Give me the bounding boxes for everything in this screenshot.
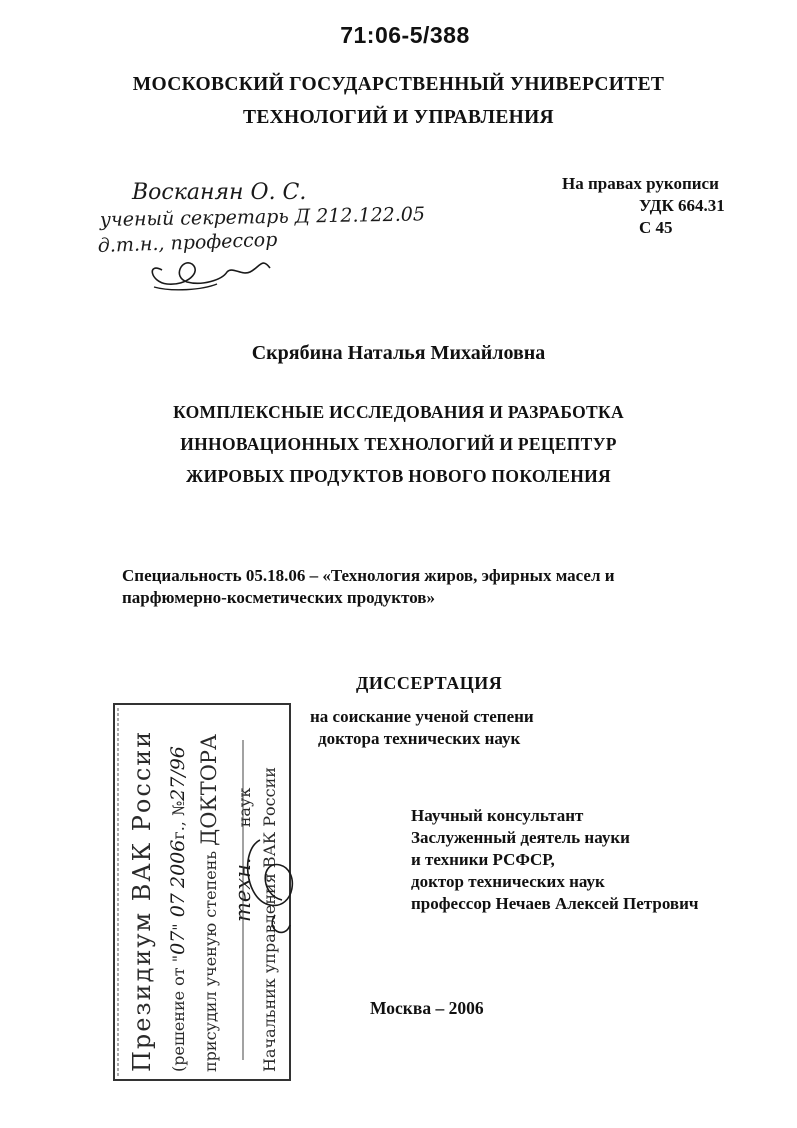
stamp-header: Президиум ВАК России (128, 729, 156, 1072)
handwritten-position: ученый секретарь Д 212.122.05 (99, 203, 426, 231)
university-name-line1: МОСКОВСКИЙ ГОСУДАРСТВЕННЫЙ УНИВЕРСИТЕТ (132, 74, 665, 95)
stamp-decision: (решение от "07" 07 2006г., №27/96 (167, 746, 189, 1072)
library-code: С 45 (639, 218, 673, 237)
advisor-degree: доктор технических наук (411, 872, 605, 891)
manuscript-rights: На правах рукописи (562, 174, 719, 193)
advisor-role: Научный консультант (411, 806, 584, 825)
dissertation-title-line3: ЖИРОВЫХ ПРОДУКТОВ НОВОГО ПОКОЛЕНИЯ (186, 466, 611, 486)
university-name-line2: ТЕХНОЛОГИЙ И УПРАВЛЕНИЯ (243, 107, 554, 128)
handwritten-note (92, 172, 492, 302)
advisor-name: профессор Нечаев Алексей Петрович (411, 894, 699, 913)
handwritten-name: Восканян О. С. (132, 180, 307, 205)
archive-stamp-number: 71:06-5/388 (340, 22, 470, 48)
advisor-title-line2: и техники РСФСР, (411, 850, 555, 869)
document-type: ДИССЕРТАЦИЯ (356, 673, 503, 693)
dissertation-title-line2: ИННОВАЦИОННЫХ ТЕХНОЛОГИЙ И РЕЦЕПТУР (180, 434, 617, 454)
udk-code: УДК 664.31 (639, 196, 725, 215)
dissertation-title-line1: КОМПЛЕКСНЫЕ ИССЛЕДОВАНИЯ И РАЗРАБОТКА (173, 402, 624, 422)
degree-line1: на соискание ученой степени (310, 707, 534, 726)
author-name: Скрябина Наталья Михайловна (251, 342, 546, 364)
specialty-line1: Специальность 05.18.06 – «Технология жиров, эфирных масел и (122, 566, 615, 585)
stamp-field: техн.наук (231, 787, 255, 922)
specialty-line2: парфюмерно-косметических продуктов» (122, 588, 435, 607)
handwritten-signature (152, 263, 270, 290)
stamp-degree: присудил ученую степень ДОКТОРА (197, 734, 221, 1072)
degree-line2: доктора технических наук (318, 729, 521, 748)
advisor-title-line1: Заслуженный деятель науки (411, 828, 630, 847)
handwritten-degree: д.т.н., профессор (97, 228, 278, 257)
city-year: Москва – 2006 (370, 998, 484, 1018)
stamp-official: Начальник управления ВАК России (260, 767, 279, 1072)
vak-approval-stamp (110, 700, 310, 1085)
